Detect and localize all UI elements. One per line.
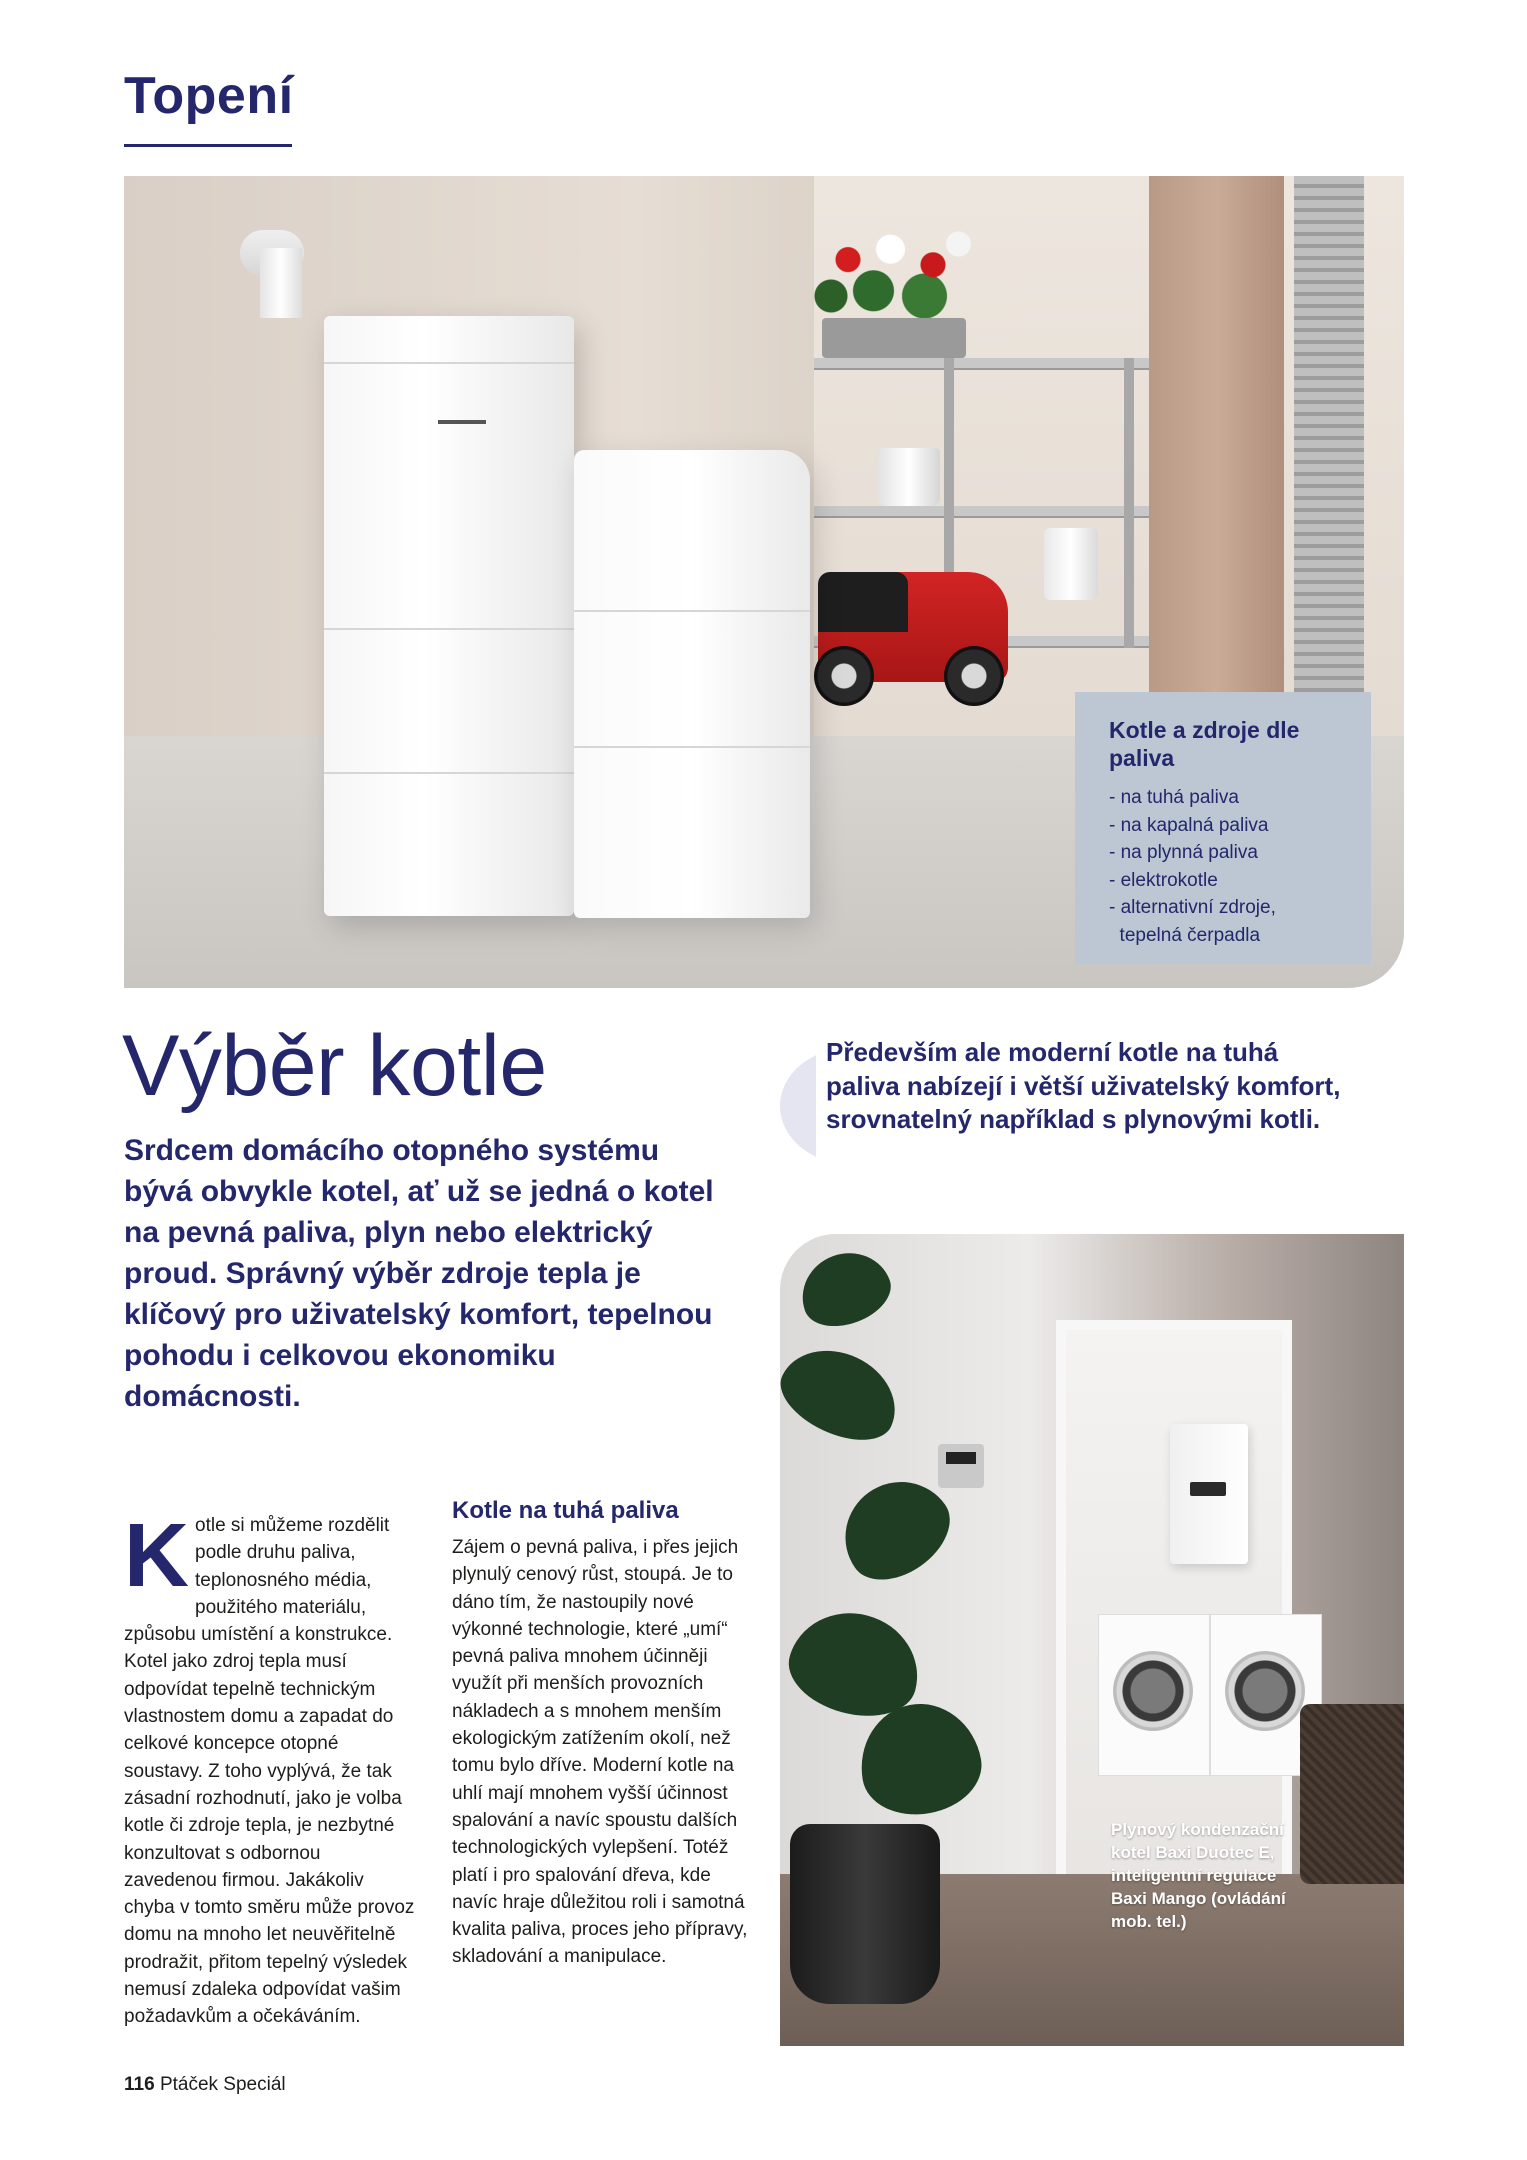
photo-planter (822, 318, 966, 358)
photo-boiler-tank (574, 450, 810, 918)
body-column-1 (124, 1506, 416, 2031)
info-box-item: - elektrokotle (1109, 869, 1218, 891)
photo-laundry-basket (1300, 1704, 1404, 1884)
photo-flue-pipe (260, 248, 302, 318)
photo-boiler-main (324, 316, 574, 916)
page-footer (124, 2074, 286, 2096)
photo-wheel (814, 646, 874, 706)
photo-lawnmower-engine (818, 572, 908, 632)
info-box-title: Kotle a zdroje dle paliva (1109, 717, 1300, 771)
section-title: Topení (124, 67, 294, 125)
info-box-item: - na tuhá paliva (1109, 787, 1239, 808)
pull-quote: Především ale moderní kotle na tuhá paliva nabízejí i větší uživatelský komfort, srovnatelný například s plynovými kotli. (826, 1037, 1341, 1134)
photo-shelf (814, 506, 1154, 518)
title-underline (124, 144, 292, 147)
boiler-seam (574, 610, 810, 612)
photo-shelf (814, 358, 1154, 370)
photo-washing-machine (1098, 1614, 1210, 1776)
photo-caption: Plynový kondenzační kotel Baxi Duotec E, inteligentní regulace Baxi Mango (ovládání mob. tel.) (1111, 1820, 1286, 1931)
photo-wall-boiler (1170, 1424, 1248, 1564)
body-text: otle si můžeme rozdělit podle druhu paliva, teplonosného média, použitého materiálu, způsobu umístění a konstrukce. Kotel jako zdroj tepla musí odpovídat tepelně technickým vlastnostem domu a zapadat do celkové koncepce otopné soustavy. Z toho vyplývá, že tak zásadní rozhodnutí, jako je volba kotle či zdroje tepla, je nezbytné konzultovat s odbornou zavedenou firmou. Jakákoliv chyba v tomto směru může provoz domu na mnoho let neuvěřitelně prodražit, přitom tepelný výsledek nemusí zdaleka odpovídat vašim požadavkům a očekáváním. (124, 1515, 415, 2028)
body-column-2 (452, 1496, 752, 1971)
article-title: Výběr kotle (122, 1018, 547, 1114)
info-box-item: - na plynná paliva (1109, 842, 1258, 863)
body-text: Zájem o pevná paliva, i přes jejich plynulý cenový růst, stoupá. Je to dáno tím, že nastoupily nové výkonné technologie, které „umí“ pevná paliva mnohem účinněji využít při menších provozních nákladech a s mnohem menším ekologickým zatížením okolí, než tomu bylo dříve. Moderní kotle na uhlí mají mnohem vyšší účinnost spalování a navíc spoustu dalších technologických vylepšení. Totéž platí i pro spalování dřeva, kde navíc hraje důležitou roli i samotná kvalita paliva, proces jeho přípravy, skladování a manipulace. (452, 1537, 748, 1968)
info-box-fuel-types (1075, 692, 1371, 964)
photo-boiler-handle (438, 420, 486, 424)
photo-flowers (814, 218, 984, 322)
boiler-seam (324, 362, 574, 364)
photo-duct (1294, 176, 1364, 736)
info-box-item: - alternativní zdroje, (1109, 897, 1276, 918)
photo-wheel (944, 646, 1004, 706)
washer-drum (1113, 1651, 1193, 1731)
photo-canister (1044, 528, 1098, 600)
boiler-display (1190, 1482, 1226, 1496)
magazine-name: Ptáček Speciál (159, 2074, 286, 2095)
photo-bucket (878, 448, 940, 506)
page-number: 116 (124, 2074, 155, 2095)
info-box-item: - na kapalná paliva (1109, 814, 1269, 836)
washer-drum (1225, 1651, 1305, 1731)
subheading-solid-fuel: Kotle na tuhá paliva (452, 1497, 679, 1524)
photo-shelf-post (1124, 358, 1134, 648)
article-lead: Srdcem domácího otopného systému bývá obvykle kotel, ať už se jedná o kotel na pevná paliva, plyn nebo elektrický proud. Správný výběr zdroje tepla je klíčový pro uživatelský komfort, tepelnou pohodu i celkovou ekonomiku domácnosti. (124, 1134, 714, 1413)
boiler-seam (574, 746, 810, 748)
info-box-list (1109, 784, 1371, 949)
boiler-seam (324, 772, 574, 774)
photo-thermostat (938, 1444, 984, 1488)
boiler-seam (324, 628, 574, 630)
info-box-item: tepelná čerpadla (1109, 924, 1261, 946)
photo-plant-pot (790, 1824, 940, 2004)
drop-cap: K (124, 1506, 189, 1606)
